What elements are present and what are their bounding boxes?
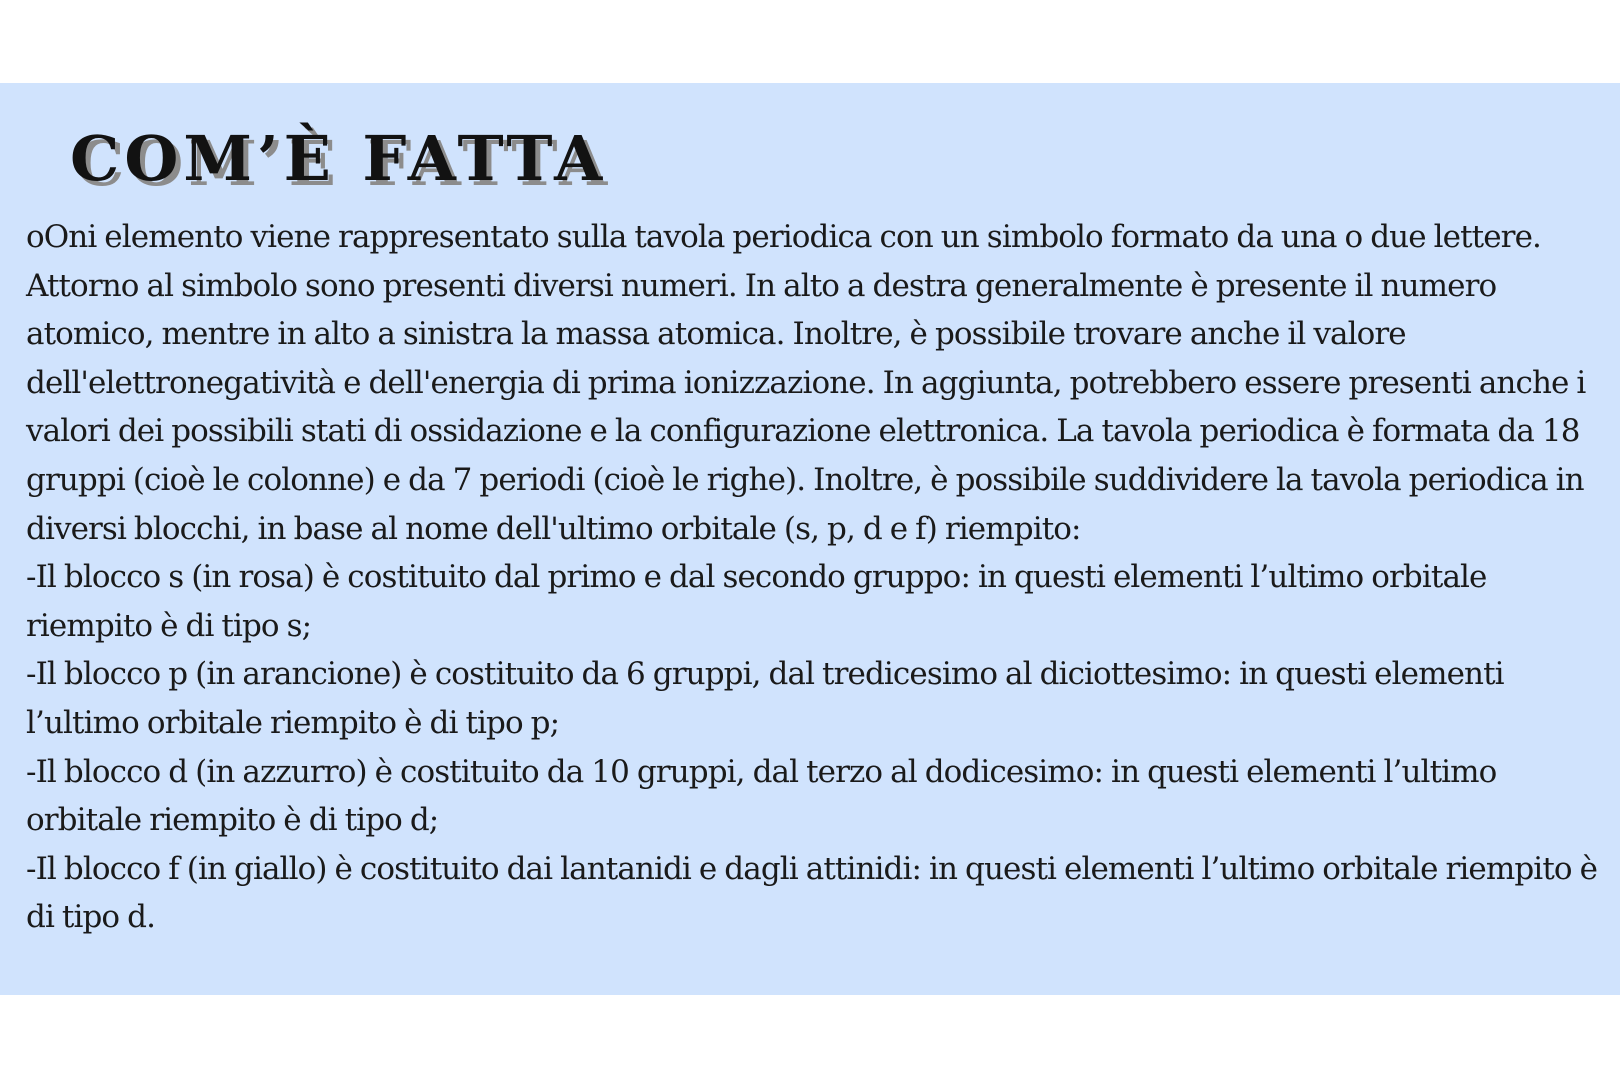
block-p-paragraph: -Il blocco p (in arancione) è costituito da 6 gruppi, dal tredicesimo al diciottesimo: in questi elementi l’ultimo orbitale riempito è di tipo p; <box>26 656 1504 741</box>
block-f-paragraph: -Il blocco f (in giallo) è costituito dai lantanidi e dagli attinidi: in questi elementi l’ultimo orbitale riempito è di tipo d. <box>26 850 1598 936</box>
slide-title: COM’È FATTA <box>70 122 608 195</box>
intro-paragraph: oOni elemento viene rappresentato sulla tavola periodica con un simbolo formato da una o due lettere. Attorno al simbolo sono presenti diversi numeri. In alto a destra generalmente è presente il numero atomico, mentre in alto a sinistra la massa atomica. Inoltre, è possibile trovare anche il valore dell'elettronegatività e dell'energia di prima ionizzazione. In aggiunta, potrebbero essere presenti anche i valori dei possibili stati di ossidazione e la configurazione elettronica. La tavola periodica è formata da 18 gruppi (cioè le colonne) e da 7 periodi (cioè le righe). Inoltre, è possibile suddividere la tavola periodica in diversi blocchi, in base al nome dell'ultimo orbitale (s, p, d e f) riempito: <box>26 219 1586 547</box>
block-s-paragraph: -Il blocco s (in rosa) è costituito dal primo e dal secondo gruppo: in questi elementi l’ultimo orbitale riempito è di tipo s; <box>26 559 1487 644</box>
body-text <box>26 213 1606 942</box>
block-d-paragraph: -Il blocco d (in azzurro) è costituito da 10 gruppi, dal terzo al dodicesimo: in questi elementi l’ultimo orbitale riempito è di tipo d; <box>26 753 1497 839</box>
